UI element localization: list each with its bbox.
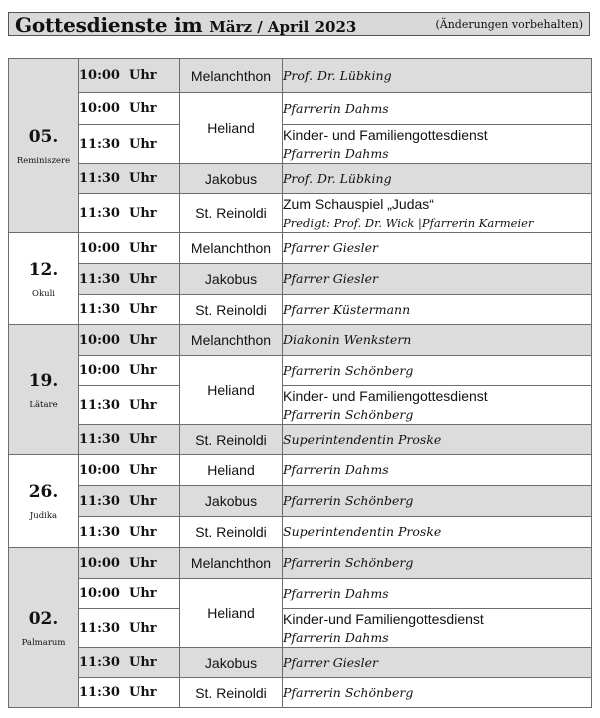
- time-cell: 11:30 Uhr: [79, 425, 180, 455]
- service-desc: Superintendentin Proske: [283, 425, 592, 455]
- time-cell: 10:00 Uhr: [79, 455, 180, 486]
- table-row: [9, 425, 592, 455]
- day-cell: [9, 59, 79, 233]
- table-row: [9, 194, 592, 233]
- day-number: 12.: [28, 259, 59, 280]
- time-cell: 10:00 Uhr: [79, 579, 180, 609]
- day-cell: [9, 325, 79, 455]
- page-header: [8, 12, 590, 36]
- church-cell: St. Reinoldi: [180, 295, 283, 325]
- church-cell: Jakobus: [180, 164, 283, 194]
- day-number: 05.: [28, 126, 59, 147]
- table-row: [9, 609, 592, 648]
- day-cell: [9, 455, 79, 548]
- day-number: 26.: [28, 482, 59, 502]
- church-cell: St. Reinoldi: [180, 425, 283, 455]
- church-cell: Heliand: [180, 93, 283, 164]
- service-desc: Pfarrer Giesler: [283, 264, 592, 295]
- table-row: [9, 325, 592, 356]
- service-desc: Prof. Dr. Lübking: [283, 164, 592, 194]
- time-cell: 11:30 Uhr: [79, 264, 180, 295]
- page-title: [15, 13, 356, 37]
- day-cell: [9, 548, 79, 708]
- table-row: [9, 264, 592, 295]
- time-cell: 11:30 Uhr: [79, 164, 180, 194]
- table-row: [9, 164, 592, 194]
- change-notice: (Änderungen vorbehalten): [435, 18, 583, 31]
- time-cell: 10:00 Uhr: [79, 325, 180, 356]
- time-cell: 11:30 Uhr: [79, 609, 180, 648]
- service-desc: Pfarrerin Schönberg: [283, 486, 592, 517]
- table-row: [9, 517, 592, 548]
- church-cell: St. Reinoldi: [180, 194, 283, 233]
- day-number: 19.: [28, 370, 59, 391]
- time-cell: 10:00 Uhr: [79, 356, 180, 386]
- church-cell: Heliand: [180, 455, 283, 486]
- time-cell: 10:00 Uhr: [79, 233, 180, 264]
- service-desc: Prof. Dr. Lübking: [283, 59, 592, 93]
- table-row: [9, 678, 592, 708]
- church-cell: Heliand: [180, 579, 283, 648]
- service-desc: Pfarrerin Schönberg: [283, 548, 592, 579]
- time-cell: 11:30 Uhr: [79, 194, 180, 233]
- table-row: [9, 356, 592, 386]
- day-name: Palmarum: [21, 637, 66, 648]
- table-row: [9, 548, 592, 579]
- table-row: [9, 579, 592, 609]
- table-row: [9, 233, 592, 264]
- service-desc: Diakonin Wenkstern: [283, 325, 592, 356]
- church-cell: Heliand: [180, 356, 283, 425]
- table-row: [9, 648, 592, 678]
- time-cell: 11:30 Uhr: [79, 648, 180, 678]
- time-cell: 11:30 Uhr: [79, 486, 180, 517]
- day-name: Reminiszere: [16, 155, 71, 166]
- table-row: [9, 125, 592, 164]
- church-cell: Jakobus: [180, 264, 283, 295]
- service-desc: Kinder-und Familiengottesdienst Pfarrerin Dahms: [283, 609, 592, 648]
- day-name: Judika: [29, 511, 58, 521]
- table-row: [9, 295, 592, 325]
- title-months: März / April 2023: [209, 18, 357, 36]
- day-name: Okuli: [31, 288, 56, 299]
- service-desc: Pfarrer Giesler: [283, 233, 592, 264]
- church-cell: Melanchthon: [180, 233, 283, 264]
- service-desc: Pfarrer Küstermann: [283, 295, 592, 325]
- service-desc: Pfarrer Giesler: [283, 648, 592, 678]
- service-desc: Kinder- und Familiengottesdienst Pfarrerin Dahms: [283, 125, 592, 164]
- table-row: [9, 486, 592, 517]
- service-desc: Superintendentin Proske: [283, 517, 592, 548]
- table-row: [9, 93, 592, 125]
- day-number: 02.: [28, 608, 59, 629]
- service-desc: Pfarrerin Dahms: [283, 93, 592, 125]
- church-cell: St. Reinoldi: [180, 517, 283, 548]
- service-desc: Pfarrerin Schönberg: [283, 678, 592, 708]
- time-cell: 10:00 Uhr: [79, 59, 180, 93]
- church-cell: Jakobus: [180, 648, 283, 678]
- time-cell: 10:00 Uhr: [79, 93, 180, 125]
- table-row: [9, 59, 592, 93]
- service-schedule-table: [8, 58, 592, 708]
- day-cell: [9, 233, 79, 325]
- church-cell: St. Reinoldi: [180, 678, 283, 708]
- time-cell: 10:00 Uhr: [79, 548, 180, 579]
- church-cell: Melanchthon: [180, 59, 283, 93]
- church-cell: Melanchthon: [180, 548, 283, 579]
- table-row: [9, 455, 592, 486]
- time-cell: 11:30 Uhr: [79, 386, 180, 425]
- day-name: Lätare: [29, 399, 58, 410]
- table-row: [9, 386, 592, 425]
- time-cell: 11:30 Uhr: [79, 517, 180, 548]
- time-cell: 11:30 Uhr: [79, 295, 180, 325]
- church-cell: Melanchthon: [180, 325, 283, 356]
- service-desc: Kinder- und Familiengottesdienst Pfarrerin Schönberg: [283, 386, 592, 425]
- service-desc: Pfarrerin Dahms: [283, 579, 592, 609]
- time-cell: 11:30 Uhr: [79, 125, 180, 164]
- service-desc: Pfarrerin Schönberg: [283, 356, 592, 386]
- service-desc: Pfarrerin Dahms: [283, 455, 592, 486]
- church-cell: Jakobus: [180, 486, 283, 517]
- title-main: Gottesdienste im: [15, 13, 210, 37]
- time-cell: 11:30 Uhr: [79, 678, 180, 708]
- service-desc: Zum Schauspiel „Judas“ Predigt: Prof. Dr. Wick |Pfarrerin Karmeier: [283, 194, 592, 233]
